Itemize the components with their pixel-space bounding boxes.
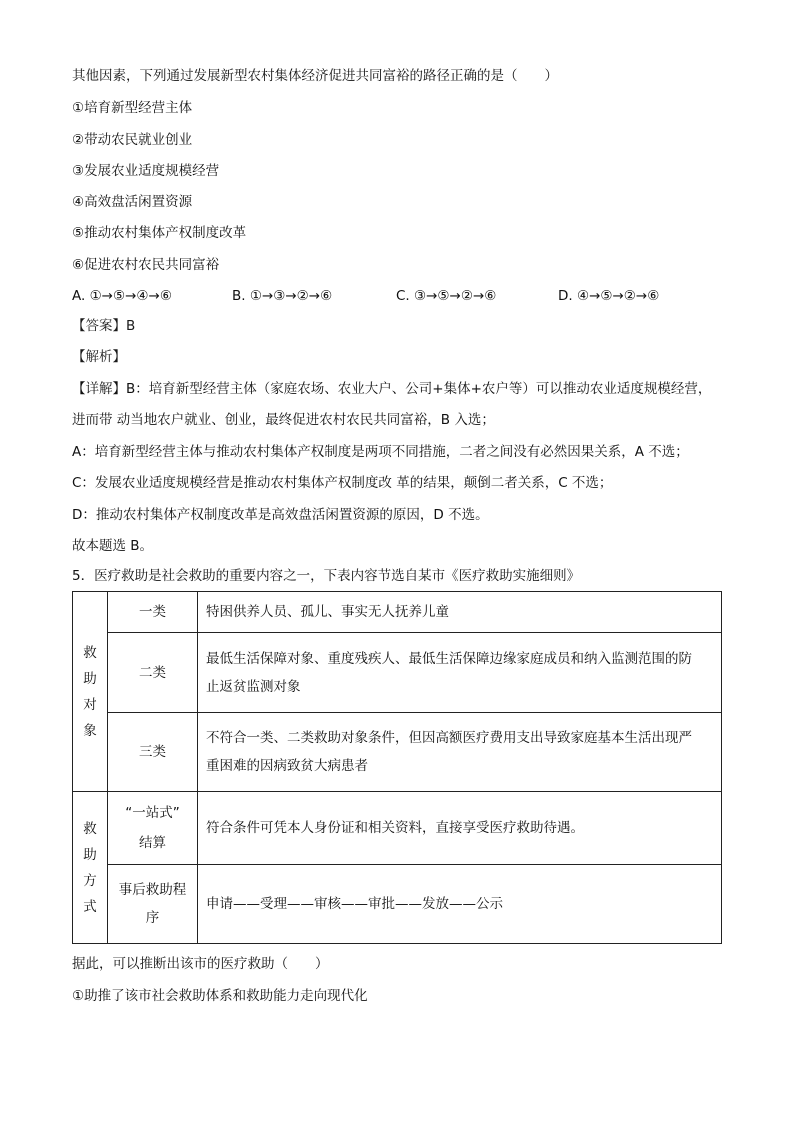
aid-method-header: 救 助 方 式 (73, 792, 108, 944)
description-cell: 最低生活保障对象、重度残疾人、最低生活保障边缘家庭成员和纳入监测范围的防 止返贫监测对象 (198, 633, 722, 713)
option-c: C. ③→⑤→②→⑥ (396, 288, 497, 304)
analysis-heading: 【解析】 (72, 349, 126, 365)
category-cell: 一类 (108, 592, 198, 633)
analysis-option-c: C：发展农业适度规模经营是推动农村集体产权制度改 革的结果，颠倒二者关系，C 不选； (72, 475, 613, 491)
analysis-conclusion: 故本题选 B。 (72, 538, 154, 554)
description-cell: 特困供养人员、孤儿、事实无人抚养儿童 (198, 592, 722, 633)
analysis-detail-line-2: 进而带 动当地农户就业、创业，最终促进农村农民共同富裕，B 入选； (72, 412, 495, 428)
item-2: ②带动农民就业创业 (72, 132, 193, 148)
question-5-followup: 据此，可以推断出该市的医疗救助（ ） (72, 956, 329, 972)
option-d: D. ④→⑤→②→⑥ (558, 288, 660, 304)
category-cell: 事后救助程 序 (108, 865, 198, 944)
question-stem: 其他因素，下列通过发展新型农村集体经济促进共同富裕的路径正确的是（ ） (72, 68, 558, 84)
description-cell: 申请——受理——审核——审批——发放——公示 (198, 865, 722, 944)
answer-options (72, 286, 732, 306)
question-5-item-1: ①助推了该市社会救助体系和救助能力走向现代化 (72, 988, 368, 1004)
category-cell: “一站式” 结算 (108, 792, 198, 865)
table-row (73, 713, 722, 792)
analysis-detail-line-1: 【详解】B：培育新型经营主体（家庭农场、农业大户、公司+集体+农户等）可以推动农业适度规模经营， (72, 381, 712, 397)
table-row (73, 592, 722, 633)
item-3: ③发展农业适度规模经营 (72, 163, 220, 179)
table-row (73, 792, 722, 865)
description-cell: 符合条件可凭本人身份证和相关资料，直接享受医疗救助待遇。 (198, 792, 722, 865)
analysis-option-a: A：培育新型经营主体与推动农村集体产权制度是两项不同措施，二者之间没有必然因果关系，A 不选； (72, 444, 689, 460)
aid-target-header: 救 助 对 象 (73, 592, 108, 792)
analysis-option-d: D：推动农村集体产权制度改革是高效盘活闲置资源的原因，D 不选。 (72, 507, 489, 523)
item-1: ①培育新型经营主体 (72, 100, 193, 116)
category-cell: 三类 (108, 713, 198, 792)
medical-aid-table (72, 591, 722, 944)
option-b: B. ①→③→②→⑥ (232, 288, 333, 304)
table-row (73, 865, 722, 944)
option-a: A. ①→⑤→④→⑥ (72, 288, 172, 304)
question-5-intro: 5．医疗救助是社会救助的重要内容之一，下表内容节选自某市《医疗救助实施细则》 (72, 568, 581, 584)
table-row (73, 633, 722, 713)
description-cell: 不符合一类、二类救助对象条件，但因高额医疗费用支出导致家庭基本生活出现严 重困难的因病致贫大病患者 (198, 713, 722, 792)
item-6: ⑥促进农村农民共同富裕 (72, 257, 220, 273)
item-4: ④高效盘活闲置资源 (72, 194, 193, 210)
answer-label: 【答案】B (72, 318, 136, 334)
item-5: ⑤推动农村集体产权制度改革 (72, 225, 247, 241)
category-cell: 二类 (108, 633, 198, 713)
